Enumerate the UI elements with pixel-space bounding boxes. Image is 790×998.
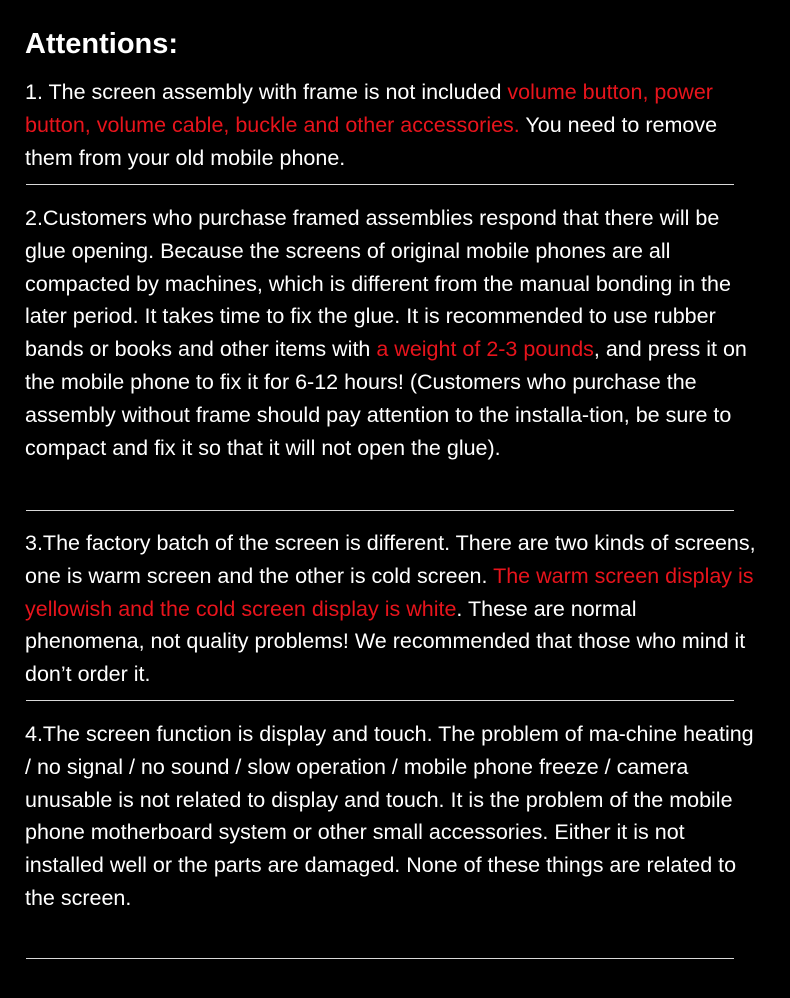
divider-3 (26, 700, 734, 701)
notice-item-2-text: 2.Customers who purchase framed assemblies respond that there will be glue opening. Because the screens of original mobile phones are all compacted by machines, which is different from the manual bonding in the later period. It takes time to fix the glue. It is recommended to use rubber bands or books and other items with (25, 206, 731, 362)
page-title: Attentions: (25, 28, 179, 60)
notice-item-2 (25, 202, 760, 464)
divider-2 (26, 510, 734, 511)
notice-item-1-text-end: You need to remove them from your old mobile phone. (25, 112, 718, 170)
notice-item-3-text-end: . These are normal phenomena, not quality problems! We recommended that those who mind it don’t order it. (25, 596, 746, 687)
notice-item-4 (25, 718, 760, 915)
notice-item-2-text-end: , and press it on the mobile phone to fix it for 6-12 hours! (Customers who purchase the assembly without frame should pay attention to the installa-tion, be sure to compact and fix it so that it will not open the glue). (25, 337, 747, 460)
divider-4 (26, 958, 734, 959)
notice-item-1-highlight: volume button, power button, volume cable, buckle and other accessories. (25, 80, 713, 137)
divider-1 (26, 184, 734, 185)
notice-item-3-highlight: The warm screen display is yellowish and the cold screen display is white (25, 563, 754, 621)
notice-item-3 (25, 527, 760, 691)
notice-item-1 (25, 76, 760, 174)
notice-item-3-text: 3.The factory batch of the screen is different. There are two kinds of screens, one is warm screen and the other is cold screen. (25, 531, 756, 588)
notice-item-2-highlight: a weight of 2-3 pounds (376, 337, 594, 362)
notice-item-4-text: 4.The screen function is display and touch. The problem of ma-chine heating / no signal / no sound / slow operation / mobile phone freeze / camera unusable is not related to display and touch. It is the problem of the mobile phone motherboard system or other small accessories. Either it is not installed well or the parts are damaged. None of these things are related to the screen. (25, 722, 754, 910)
notice-item-1-text: 1. The screen assembly with frame is not included (25, 80, 508, 104)
